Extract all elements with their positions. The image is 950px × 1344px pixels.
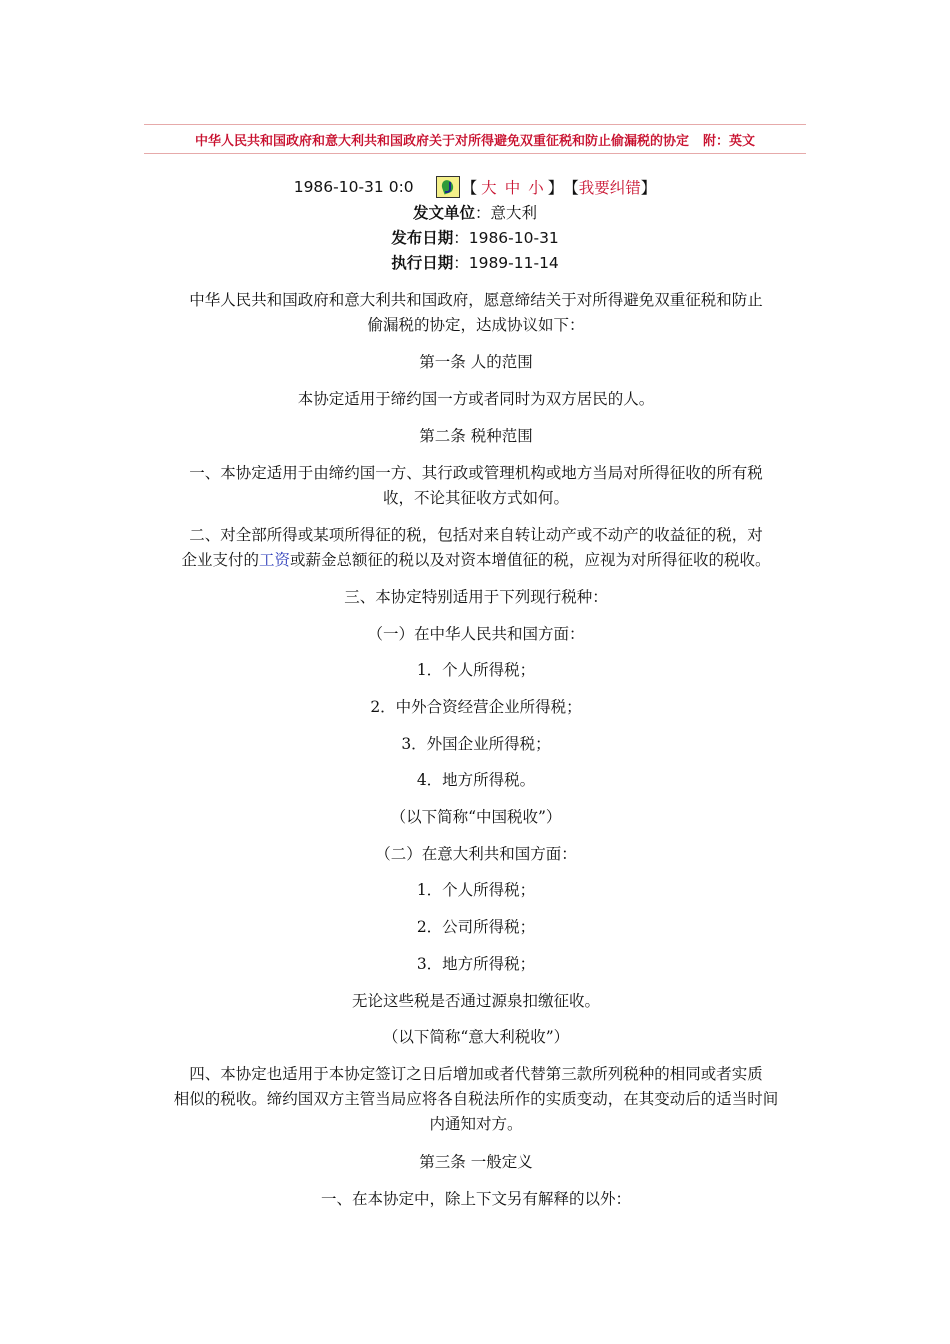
article-1-title: 第一条 人的范围 bbox=[419, 353, 533, 371]
preamble-line-2: 偷漏税的协定，达成协议如下： bbox=[367, 316, 585, 334]
article-2-para-4-line-3: 内通知对方。 bbox=[429, 1115, 523, 1133]
document-title[interactable]: 中华人民共和国政府和意大利共和国政府关于对所得避免双重征税和防止偷漏税的协定 bbox=[194, 133, 689, 149]
publish-date-label: 发布日期 bbox=[391, 229, 454, 247]
china-heading: （一）在中华人民共和国方面： bbox=[367, 625, 585, 643]
font-medium-link[interactable]: 中 bbox=[504, 179, 521, 197]
wage-link[interactable]: 工资 bbox=[258, 551, 290, 569]
article-2-para-3: 三、本协定特别适用于下列现行税种： bbox=[344, 588, 608, 606]
article-2-para-2-line-2: 企业支付的工资或薪金总额征的税以及对资本增值征的税，应视为对所得征收的税收。 bbox=[181, 551, 771, 569]
preamble-line-1: 中华人民共和国政府和意大利共和国政府，愿意缔结关于对所得避免双重征税和防止 bbox=[189, 291, 763, 309]
article-2-para-4-line-1: 四、本协定也适用于本协定签订之日后增加或者代替第三款所列税种的相同或者实质 bbox=[189, 1065, 763, 1083]
document-title-bar bbox=[144, 124, 806, 154]
article-2-para-4-line-2: 相似的税收。缔约国双方主管当局应将各自税法所作的实质变动，在其变动后的适当时间 bbox=[173, 1090, 779, 1108]
publish-date-row: 发布日期：1986-10-31 bbox=[391, 229, 559, 247]
green-leaf-icon bbox=[436, 176, 460, 198]
italy-tax-short-name: （以下简称“意大利税收”） bbox=[382, 1028, 570, 1046]
article-2-para-1-line-1: 一、本协定适用于由缔约国一方、其行政或管理机构或地方当局对所得征收的所有税 bbox=[189, 464, 763, 482]
china-tax-2: 2．中外合资经营企业所得税； bbox=[370, 698, 582, 716]
article-1-text: 本协定适用于缔约国一方或者同时为双方居民的人。 bbox=[297, 390, 655, 408]
italy-withholding-note: 无论这些税是否通过源泉扣缴征收。 bbox=[351, 992, 600, 1010]
effective-date-value: 1989-11-14 bbox=[468, 254, 559, 272]
italy-tax-2: 2．公司所得税； bbox=[416, 918, 536, 936]
article-2-para-1-line-2: 收，不论其征收方式如何。 bbox=[382, 489, 569, 507]
article-2-para-2-line-1: 二、对全部所得或某项所得征的税，包括对来自转让动产或不动产的收益征的税，对 bbox=[189, 526, 763, 544]
italy-tax-1: 1．个人所得税； bbox=[416, 881, 536, 899]
report-error-link[interactable]: 我要纠错 bbox=[578, 179, 641, 197]
italy-heading: （二）在意大利共和国方面： bbox=[375, 845, 577, 863]
font-large-link[interactable]: 大 bbox=[481, 179, 497, 197]
publish-date-value: 1986-10-31 bbox=[468, 229, 559, 247]
article-2-title: 第二条 税种范围 bbox=[419, 427, 533, 445]
article-3-para-1: 一、在本协定中，除上下文另有解释的以外： bbox=[320, 1190, 631, 1208]
issuer-row: 发文单位：意大利 bbox=[412, 204, 538, 222]
issuer-label: 发文单位 bbox=[412, 204, 475, 222]
china-tax-short-name: （以下简称“中国税收”） bbox=[390, 808, 562, 826]
article-3-title: 第三条 一般定义 bbox=[419, 1153, 533, 1171]
italy-tax-3: 3．地方所得税； bbox=[416, 955, 536, 973]
attachment-english-link[interactable]: 附：英文 bbox=[703, 133, 756, 149]
publish-datetime: 1986-10-31 0:0 bbox=[293, 178, 414, 196]
meta-toolbar: 1986-10-31 0:0 【 大 中 小 】 【 我要纠错 】 bbox=[293, 178, 657, 197]
china-tax-4: 4．地方所得税。 bbox=[416, 771, 536, 789]
effective-date-label: 执行日期 bbox=[391, 254, 454, 272]
china-tax-1: 1．个人所得税； bbox=[416, 661, 536, 679]
effective-date-row: 执行日期：1989-11-14 bbox=[391, 254, 559, 272]
china-tax-3: 3．外国企业所得税； bbox=[401, 735, 551, 753]
issuer-value: 意大利 bbox=[490, 204, 538, 222]
font-small-link[interactable]: 小 bbox=[528, 179, 544, 197]
